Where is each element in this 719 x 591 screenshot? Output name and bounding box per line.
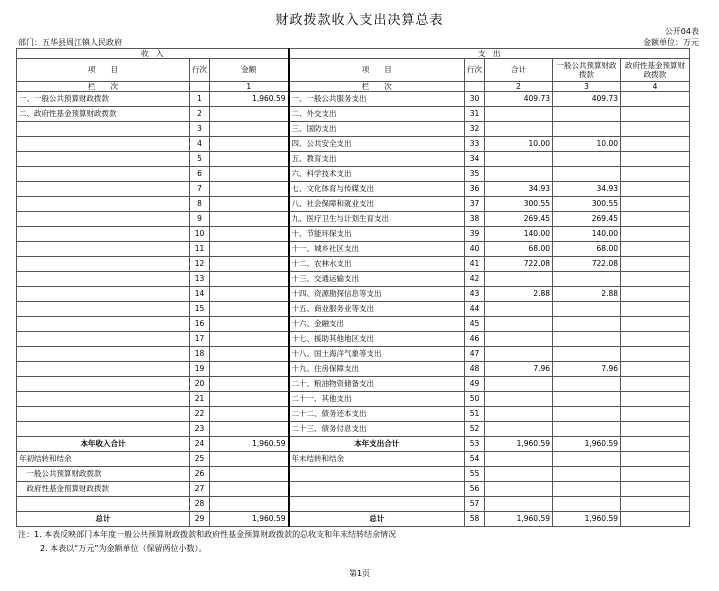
table-row bbox=[17, 407, 690, 422]
gov-fund-cell bbox=[621, 152, 690, 167]
income-amount-cell bbox=[210, 482, 289, 497]
gov-fund-cell bbox=[621, 302, 690, 317]
income-row-no-cell: 23 bbox=[190, 422, 210, 437]
table-row bbox=[17, 167, 690, 182]
table-row bbox=[17, 332, 690, 347]
income-item-cell bbox=[17, 302, 190, 317]
income-item-cell bbox=[17, 347, 190, 362]
general-budget-cell bbox=[553, 122, 621, 137]
income-amount-cell bbox=[210, 152, 289, 167]
income-item-cell bbox=[17, 152, 190, 167]
income-amount-cell bbox=[210, 467, 289, 482]
general-budget-cell bbox=[553, 467, 621, 482]
expense-row-no-cell: 35 bbox=[465, 167, 485, 182]
expense-total-cell bbox=[485, 152, 553, 167]
income-col-1: 1 bbox=[210, 82, 289, 92]
general-budget-cell bbox=[553, 107, 621, 122]
income-amount-cell bbox=[210, 257, 289, 272]
income-item-cell bbox=[17, 137, 190, 152]
expense-row-no-cell: 56 bbox=[465, 482, 485, 497]
expense-item-cell: 十四、资源勘探信息等支出 bbox=[289, 287, 465, 302]
expense-item-cell: 八、社会保障和就业支出 bbox=[289, 197, 465, 212]
income-row-no-cell: 10 bbox=[190, 227, 210, 242]
income-item-cell bbox=[17, 362, 190, 377]
income-row-no-cell: 12 bbox=[190, 257, 210, 272]
income-item-cell bbox=[17, 167, 190, 182]
budget-summary-table bbox=[16, 48, 690, 527]
expense-item-cell: 二十二、债务还本支出 bbox=[289, 407, 465, 422]
expense-row-no-cell: 46 bbox=[465, 332, 485, 347]
income-item-cell: 本年收入合计 bbox=[17, 437, 190, 452]
gov-fund-cell bbox=[621, 347, 690, 362]
gov-fund-header: 政府性基金预算财政拨款 bbox=[621, 59, 690, 82]
gov-fund-cell bbox=[621, 437, 690, 452]
general-budget-cell bbox=[553, 272, 621, 287]
table-row bbox=[17, 257, 690, 272]
table-row bbox=[17, 92, 690, 107]
general-budget-cell bbox=[553, 152, 621, 167]
expense-row-no-header: 行次 bbox=[465, 59, 485, 82]
expense-total-cell bbox=[485, 452, 553, 467]
expense-item-cell bbox=[289, 497, 465, 512]
general-budget-cell: 409.73 bbox=[553, 92, 621, 107]
income-item-cell bbox=[17, 287, 190, 302]
expense-total-cell bbox=[485, 422, 553, 437]
income-row-no-cell: 25 bbox=[190, 452, 210, 467]
gov-fund-cell bbox=[621, 362, 690, 377]
expense-item-cell: 一、一般公共服务支出 bbox=[289, 92, 465, 107]
expense-row-no-cell: 32 bbox=[465, 122, 485, 137]
table-row bbox=[17, 137, 690, 152]
table-row bbox=[17, 512, 690, 527]
income-item-cell bbox=[17, 182, 190, 197]
gov-fund-cell bbox=[621, 92, 690, 107]
amount-unit-label: 金额单位：万元 bbox=[643, 38, 699, 47]
expense-item-cell: 十二、农林水支出 bbox=[289, 257, 465, 272]
expense-row-no-cell: 34 bbox=[465, 152, 485, 167]
income-item-cell: 年初结转和结余 bbox=[17, 452, 190, 467]
expense-row-no-cell: 48 bbox=[465, 362, 485, 377]
form-code: 公开04表 bbox=[664, 27, 699, 36]
income-item-cell: 总计 bbox=[17, 512, 190, 527]
expense-total-cell bbox=[485, 347, 553, 362]
table-row bbox=[17, 422, 690, 437]
expense-total-cell: 1,960.59 bbox=[485, 437, 553, 452]
expense-row-no-cell: 44 bbox=[465, 302, 485, 317]
income-item-cell bbox=[17, 332, 190, 347]
income-amount-cell bbox=[210, 422, 289, 437]
expense-item-cell: 十六、金融支出 bbox=[289, 317, 465, 332]
expense-row-no-cell: 41 bbox=[465, 257, 485, 272]
general-budget-cell: 2.88 bbox=[553, 287, 621, 302]
expense-item-header: 项 目 bbox=[289, 59, 465, 82]
income-row-no-cell: 13 bbox=[190, 272, 210, 287]
income-amount-cell bbox=[210, 167, 289, 182]
income-item-cell bbox=[17, 122, 190, 137]
gov-fund-cell bbox=[621, 167, 690, 182]
expense-row-no-cell: 45 bbox=[465, 317, 485, 332]
income-amount-cell bbox=[210, 497, 289, 512]
table-row bbox=[17, 197, 690, 212]
income-amount-cell bbox=[210, 107, 289, 122]
income-amount-cell bbox=[210, 377, 289, 392]
income-item-cell: 二、政府性基金预算财政拨款 bbox=[17, 107, 190, 122]
income-amount-cell bbox=[210, 137, 289, 152]
expense-row-no-cell: 51 bbox=[465, 407, 485, 422]
expense-total-cell bbox=[485, 317, 553, 332]
gov-fund-cell bbox=[621, 137, 690, 152]
income-item-header: 项 目 bbox=[17, 59, 190, 82]
income-amount-cell bbox=[210, 302, 289, 317]
expense-item-cell: 四、公共安全支出 bbox=[289, 137, 465, 152]
gov-fund-cell bbox=[621, 497, 690, 512]
expense-row-no-cell: 30 bbox=[465, 92, 485, 107]
income-amount-cell: 1,960.59 bbox=[210, 92, 289, 107]
general-budget-cell bbox=[553, 377, 621, 392]
expense-col-3: 3 bbox=[553, 82, 621, 92]
income-amount-cell bbox=[210, 197, 289, 212]
income-item-cell bbox=[17, 422, 190, 437]
expense-total-cell: 2.88 bbox=[485, 287, 553, 302]
expense-item-cell bbox=[289, 482, 465, 497]
general-budget-cell bbox=[553, 302, 621, 317]
income-amount-cell bbox=[210, 122, 289, 137]
expense-row-no-cell: 55 bbox=[465, 467, 485, 482]
gov-fund-cell bbox=[621, 482, 690, 497]
gov-fund-cell bbox=[621, 452, 690, 467]
income-amount-cell bbox=[210, 317, 289, 332]
general-budget-cell bbox=[553, 422, 621, 437]
footnote-2: 2. 本表以“万元”为金额单位（保留两位小数）。 bbox=[40, 544, 207, 553]
income-row-no-cell: 18 bbox=[190, 347, 210, 362]
general-budget-cell: 10.00 bbox=[553, 137, 621, 152]
expense-item-cell: 二十、粮油物资储备支出 bbox=[289, 377, 465, 392]
footnotes bbox=[18, 528, 396, 556]
table-row bbox=[17, 437, 690, 452]
expense-item-cell bbox=[289, 467, 465, 482]
expense-row-no-cell: 58 bbox=[465, 512, 485, 527]
general-budget-cell: 68.00 bbox=[553, 242, 621, 257]
income-row-no-cell: 7 bbox=[190, 182, 210, 197]
table-row bbox=[17, 227, 690, 242]
expense-item-cell: 十一、城乡社区支出 bbox=[289, 242, 465, 257]
gov-fund-cell bbox=[621, 392, 690, 407]
expense-row-no-cell: 54 bbox=[465, 452, 485, 467]
expense-lanci-label: 栏 次 bbox=[289, 82, 465, 92]
expense-row-no-cell: 50 bbox=[465, 392, 485, 407]
general-budget-cell: 300.55 bbox=[553, 197, 621, 212]
income-item-cell bbox=[17, 392, 190, 407]
income-item-cell bbox=[17, 497, 190, 512]
income-amount-cell bbox=[210, 242, 289, 257]
income-item-cell bbox=[17, 377, 190, 392]
expense-item-cell: 十八、国土海洋气象等支出 bbox=[289, 347, 465, 362]
expense-row-no-cell: 38 bbox=[465, 212, 485, 227]
general-budget-cell bbox=[553, 167, 621, 182]
gov-fund-cell bbox=[621, 377, 690, 392]
gov-fund-cell bbox=[621, 317, 690, 332]
expense-total-cell bbox=[485, 272, 553, 287]
income-amount-cell bbox=[210, 407, 289, 422]
gov-fund-cell bbox=[621, 407, 690, 422]
income-item-cell bbox=[17, 317, 190, 332]
expense-item-cell: 十五、商业服务业等支出 bbox=[289, 302, 465, 317]
expense-total-cell bbox=[485, 167, 553, 182]
general-budget-cell bbox=[553, 407, 621, 422]
general-budget-cell: 140.00 bbox=[553, 227, 621, 242]
gov-fund-cell bbox=[621, 227, 690, 242]
gov-fund-cell bbox=[621, 197, 690, 212]
expense-row-no-cell: 37 bbox=[465, 197, 485, 212]
income-lanci-label: 栏 次 bbox=[17, 82, 190, 92]
income-amount-cell: 1,960.59 bbox=[210, 437, 289, 452]
gov-fund-cell bbox=[621, 422, 690, 437]
table-row bbox=[17, 272, 690, 287]
income-item-cell bbox=[17, 212, 190, 227]
expense-item-cell: 三、国防支出 bbox=[289, 122, 465, 137]
expense-row-no-cell: 36 bbox=[465, 182, 485, 197]
income-row-no-cell: 5 bbox=[190, 152, 210, 167]
income-amount-header: 金额 bbox=[210, 59, 289, 82]
general-budget-cell bbox=[553, 392, 621, 407]
income-row-no-cell: 6 bbox=[190, 167, 210, 182]
general-budget-cell bbox=[553, 482, 621, 497]
expense-total-cell bbox=[485, 107, 553, 122]
gov-fund-cell bbox=[621, 512, 690, 527]
income-amount-cell bbox=[210, 347, 289, 362]
income-row-no-header: 行次 bbox=[190, 59, 210, 82]
expense-row-no-cell: 57 bbox=[465, 497, 485, 512]
expense-total-header: 合计 bbox=[485, 59, 553, 82]
expense-item-cell: 总计 bbox=[289, 512, 465, 527]
general-budget-cell: 1,960.59 bbox=[553, 512, 621, 527]
expense-total-cell: 140.00 bbox=[485, 227, 553, 242]
expense-total-cell: 7.96 bbox=[485, 362, 553, 377]
income-item-cell: 政府性基金预算财政拨款 bbox=[17, 482, 190, 497]
expense-total-cell: 722.08 bbox=[485, 257, 553, 272]
income-item-cell bbox=[17, 242, 190, 257]
income-row-no-cell: 26 bbox=[190, 467, 210, 482]
income-row-no-cell: 11 bbox=[190, 242, 210, 257]
general-budget-cell bbox=[553, 317, 621, 332]
table-row bbox=[17, 452, 690, 467]
expense-item-cell: 七、文化体育与传媒支出 bbox=[289, 182, 465, 197]
income-amount-cell bbox=[210, 332, 289, 347]
expense-total-cell bbox=[485, 467, 553, 482]
table-row bbox=[17, 242, 690, 257]
income-lanci-rowno bbox=[190, 82, 210, 92]
income-amount-cell bbox=[210, 392, 289, 407]
income-amount-cell bbox=[210, 287, 289, 302]
table-row bbox=[17, 347, 690, 362]
income-row-no-cell: 17 bbox=[190, 332, 210, 347]
general-budget-cell bbox=[553, 452, 621, 467]
gov-fund-cell bbox=[621, 242, 690, 257]
gov-fund-cell bbox=[621, 467, 690, 482]
gov-fund-cell bbox=[621, 107, 690, 122]
table-row bbox=[17, 467, 690, 482]
income-item-cell bbox=[17, 407, 190, 422]
expense-row-no-cell: 39 bbox=[465, 227, 485, 242]
expense-row-no-cell: 52 bbox=[465, 422, 485, 437]
expense-col-2: 2 bbox=[485, 82, 553, 92]
expense-total-cell: 1,960.59 bbox=[485, 512, 553, 527]
expense-item-cell: 本年支出合计 bbox=[289, 437, 465, 452]
expense-item-cell: 五、教育支出 bbox=[289, 152, 465, 167]
expense-item-cell: 年末结转和结余 bbox=[289, 452, 465, 467]
expense-header: 支 出 bbox=[289, 49, 690, 59]
expense-item-cell: 二十一、其他支出 bbox=[289, 392, 465, 407]
expense-total-cell: 409.73 bbox=[485, 92, 553, 107]
income-row-no-cell: 21 bbox=[190, 392, 210, 407]
expense-row-no-cell: 33 bbox=[465, 137, 485, 152]
income-row-no-cell: 1 bbox=[190, 92, 210, 107]
income-item-cell bbox=[17, 227, 190, 242]
general-budget-cell: 34.93 bbox=[553, 182, 621, 197]
income-item-cell bbox=[17, 257, 190, 272]
table-row bbox=[17, 152, 690, 167]
expense-row-no-cell: 47 bbox=[465, 347, 485, 362]
income-amount-cell bbox=[210, 362, 289, 377]
general-budget-header: 一般公共预算财政拨款 bbox=[553, 59, 621, 82]
expense-row-no-cell: 53 bbox=[465, 437, 485, 452]
table-row bbox=[17, 317, 690, 332]
table-row bbox=[17, 392, 690, 407]
gov-fund-cell bbox=[621, 272, 690, 287]
general-budget-cell bbox=[553, 332, 621, 347]
table-row bbox=[17, 122, 690, 137]
expense-total-cell bbox=[485, 332, 553, 347]
expense-row-no-cell: 49 bbox=[465, 377, 485, 392]
general-budget-cell: 722.08 bbox=[553, 257, 621, 272]
table-row bbox=[17, 182, 690, 197]
expense-col-4: 4 bbox=[621, 82, 690, 92]
expense-total-cell bbox=[485, 497, 553, 512]
income-row-no-cell: 22 bbox=[190, 407, 210, 422]
gov-fund-cell bbox=[621, 182, 690, 197]
table-row bbox=[17, 362, 690, 377]
table-row bbox=[17, 497, 690, 512]
general-budget-cell: 1,960.59 bbox=[553, 437, 621, 452]
expense-item-cell: 十九、住房保障支出 bbox=[289, 362, 465, 377]
income-row-no-cell: 14 bbox=[190, 287, 210, 302]
income-amount-cell bbox=[210, 227, 289, 242]
expense-row-no-cell: 42 bbox=[465, 272, 485, 287]
income-item-cell: 一般公共预算财政拨款 bbox=[17, 467, 190, 482]
income-amount-cell bbox=[210, 272, 289, 287]
income-row-no-cell: 4 bbox=[190, 137, 210, 152]
gov-fund-cell bbox=[621, 287, 690, 302]
income-row-no-cell: 20 bbox=[190, 377, 210, 392]
expense-total-cell bbox=[485, 122, 553, 137]
gov-fund-cell bbox=[621, 212, 690, 227]
table-row bbox=[17, 302, 690, 317]
expense-row-no-cell: 43 bbox=[465, 287, 485, 302]
expense-row-no-cell: 31 bbox=[465, 107, 485, 122]
expense-item-cell: 六、科学技术支出 bbox=[289, 167, 465, 182]
income-row-no-cell: 28 bbox=[190, 497, 210, 512]
expense-item-cell: 十七、援助其他地区支出 bbox=[289, 332, 465, 347]
gov-fund-cell bbox=[621, 332, 690, 347]
footnote-1: 注：1. 本表反映部门本年度一般公共预算财政拨款和政府性基金预算财政拨款的总收支和年末结转结余情况 bbox=[18, 530, 397, 539]
expense-item-cell: 九、医疗卫生与计划生育支出 bbox=[289, 212, 465, 227]
income-row-no-cell: 19 bbox=[190, 362, 210, 377]
expense-total-cell: 34.93 bbox=[485, 182, 553, 197]
expense-total-cell bbox=[485, 392, 553, 407]
table-row bbox=[17, 482, 690, 497]
general-budget-cell bbox=[553, 347, 621, 362]
expense-item-cell: 二十三、债务付息支出 bbox=[289, 422, 465, 437]
expense-item-cell: 二、外交支出 bbox=[289, 107, 465, 122]
expense-total-cell bbox=[485, 377, 553, 392]
income-amount-cell bbox=[210, 212, 289, 227]
income-row-no-cell: 2 bbox=[190, 107, 210, 122]
expense-item-cell: 十三、交通运输支出 bbox=[289, 272, 465, 287]
income-row-no-cell: 3 bbox=[190, 122, 210, 137]
table-row bbox=[17, 377, 690, 392]
income-item-cell: 一、一般公共预算财政拨款 bbox=[17, 92, 190, 107]
income-amount-cell: 1,960.59 bbox=[210, 512, 289, 527]
income-row-no-cell: 27 bbox=[190, 482, 210, 497]
income-row-no-cell: 8 bbox=[190, 197, 210, 212]
expense-item-cell: 十、节能环保支出 bbox=[289, 227, 465, 242]
income-item-cell bbox=[17, 272, 190, 287]
general-budget-cell: 269.45 bbox=[553, 212, 621, 227]
expense-row-no-cell: 40 bbox=[465, 242, 485, 257]
expense-total-cell bbox=[485, 302, 553, 317]
expense-total-cell: 68.00 bbox=[485, 242, 553, 257]
page-number: 第1页 bbox=[348, 569, 371, 578]
expense-total-cell: 10.00 bbox=[485, 137, 553, 152]
department-label: 部门：五华县周江镇人民政府 bbox=[18, 38, 122, 47]
expense-total-cell: 269.45 bbox=[485, 212, 553, 227]
expense-total-cell: 300.55 bbox=[485, 197, 553, 212]
general-budget-cell: 7.96 bbox=[553, 362, 621, 377]
income-amount-cell bbox=[210, 182, 289, 197]
income-row-no-cell: 29 bbox=[190, 512, 210, 527]
income-row-no-cell: 9 bbox=[190, 212, 210, 227]
table-row bbox=[17, 107, 690, 122]
income-header: 收 入 bbox=[17, 49, 289, 59]
gov-fund-cell bbox=[621, 257, 690, 272]
income-item-cell bbox=[17, 197, 190, 212]
table-row bbox=[17, 287, 690, 302]
income-row-no-cell: 15 bbox=[190, 302, 210, 317]
expense-lanci-rowno bbox=[465, 82, 485, 92]
income-amount-cell bbox=[210, 452, 289, 467]
general-budget-cell bbox=[553, 497, 621, 512]
report-title: 财政拨款收入支出决算总表 bbox=[275, 13, 444, 28]
expense-total-cell bbox=[485, 407, 553, 422]
expense-total-cell bbox=[485, 482, 553, 497]
income-row-no-cell: 16 bbox=[190, 317, 210, 332]
table-row bbox=[17, 212, 690, 227]
income-row-no-cell: 24 bbox=[190, 437, 210, 452]
gov-fund-cell bbox=[621, 122, 690, 137]
